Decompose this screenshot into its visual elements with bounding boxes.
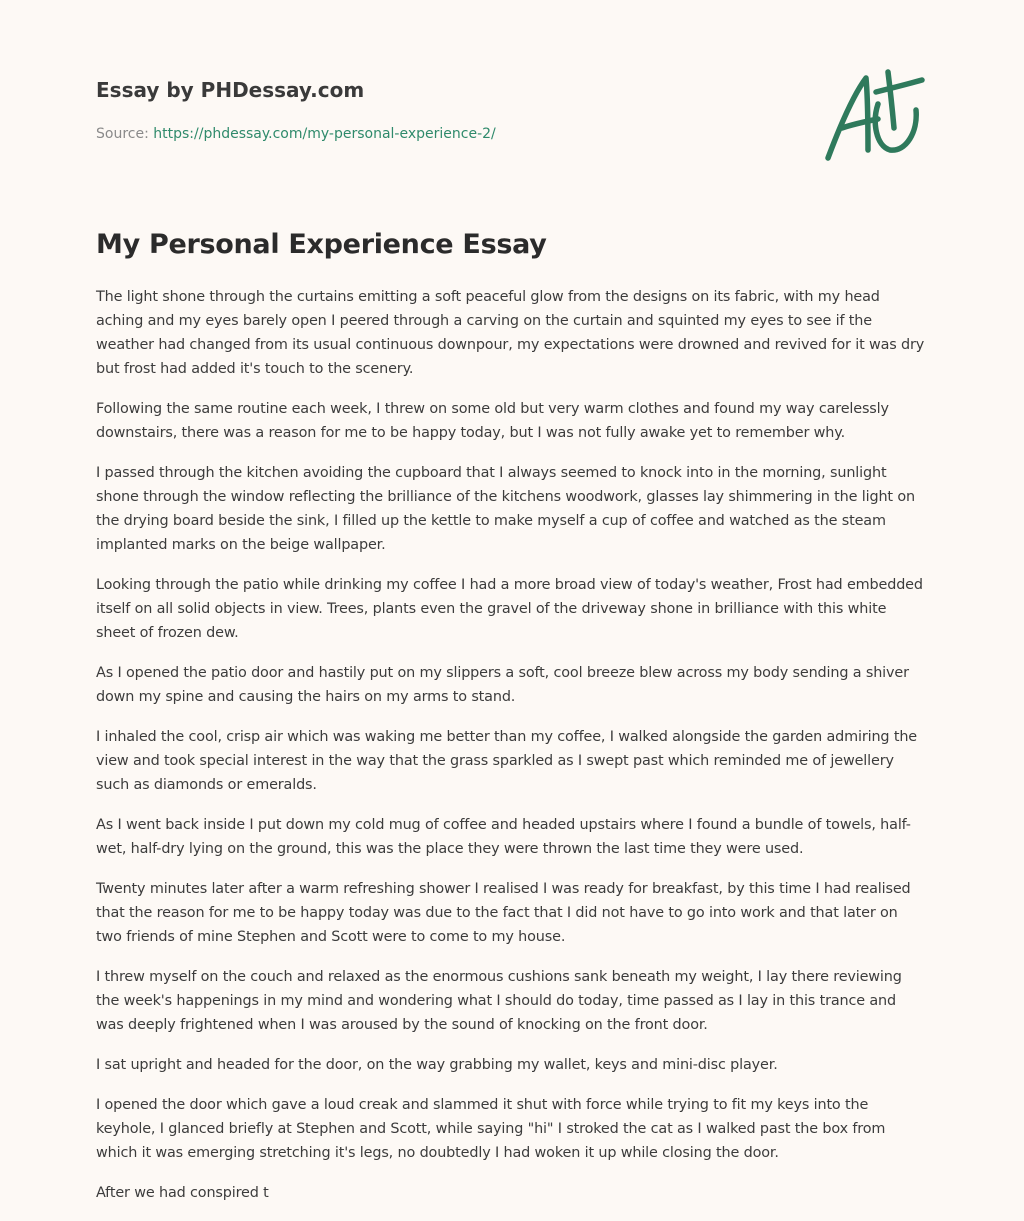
- source-line: [96, 124, 796, 144]
- essay-paragraph: I passed through the kitchen avoiding the cupboard that I always seemed to knock into in the morning, sunlight shone through the window reflecting the brilliance of the kitchens woodwork, glasses lay shimmering in the light on the drying board beside the sink, I filled up the kettle to make myself a cup of coffee and watched as the steam implanted marks on the beige wallpaper.: [96, 465, 915, 553]
- essay-paragraph: As I went back inside I put down my cold mug of coffee and headed upstairs where I found a bundle of towels, half-wet, half-dry lying on the ground, this was the place they were thrown the last time they were used.: [96, 817, 911, 857]
- essay-paragraph: I threw myself on the couch and relaxed as the enormous cushions sank beneath my weight, I lay there reviewing the week's happenings in my mind and wondering what I should do today, time passed as I lay in this trance and was deeply frightened when I was aroused by the sound of knocking on the front door.: [96, 969, 902, 1033]
- essay-paragraph: After we had conspired t: [96, 1185, 269, 1201]
- essay-paragraph: Twenty minutes later after a warm refreshing shower I realised I was ready for breakfast, by this time I had realised that the reason for me to be happy today was due to the fact that I did not have to go into work and that later on two friends of mine Stephen and Scott were to come to my house.: [96, 881, 911, 945]
- essay-paragraph: Following the same routine each week, I threw on some old but very warm clothes and found my way carelessly downstairs, there was a reason for me to be happy today, but I was not fully awake yet to remember why.: [96, 401, 889, 441]
- source-label: Source:: [96, 126, 149, 142]
- essay-paragraph: As I opened the patio door and hastily put on my slippers a soft, cool breeze blew across my body sending a shiver down my spine and causing the hairs on my arms to stand.: [96, 665, 909, 705]
- essay-paragraph: I sat upright and headed for the door, on the way grabbing my wallet, keys and mini-disc player.: [96, 1057, 778, 1073]
- essay-paragraph: I opened the door which gave a loud creak and slammed it shut with force while trying to fit my keys into the keyhole, I glanced briefly at Stephen and Scott, while saying "hi" I stroked the cat as I walked past the box from which it was emerging stretching it's legs, no doubtedly I had woken it up while closing the door.: [96, 1097, 886, 1161]
- a-plus-grade-icon: [818, 66, 930, 166]
- site-brand: Essay by PHDessay.com: [96, 78, 365, 102]
- essay-title: My Personal Experience Essay: [96, 229, 547, 260]
- page-header: [96, 76, 796, 144]
- essay-paragraph: I inhaled the cool, crisp air which was waking me better than my coffee, I walked alongside the garden admiring the view and took special interest in the way that the grass sparkled as I swept past which reminded me of jewellery such as diamonds or emeralds.: [96, 729, 917, 793]
- essay-paragraph: The light shone through the curtains emitting a soft peaceful glow from the designs on its fabric, with my head aching and my eyes barely open I peered through a carving on the curtain and squinted my eyes to see if the weather had changed from its usual continuous downpour, my expectations were drowned and revived for it was dry but frost had added it's touch to the scenery.: [96, 289, 925, 377]
- source-link[interactable]: https://phdessay.com/my-personal-experience-2/: [153, 126, 496, 142]
- essay-paragraph: Looking through the patio while drinking my coffee I had a more broad view of today's weather, Frost had embedded itself on all solid objects in view. Trees, plants even the gravel of the driveway shone in brilliance with this white sheet of frozen dew.: [96, 577, 923, 641]
- essay-body: [96, 285, 926, 1221]
